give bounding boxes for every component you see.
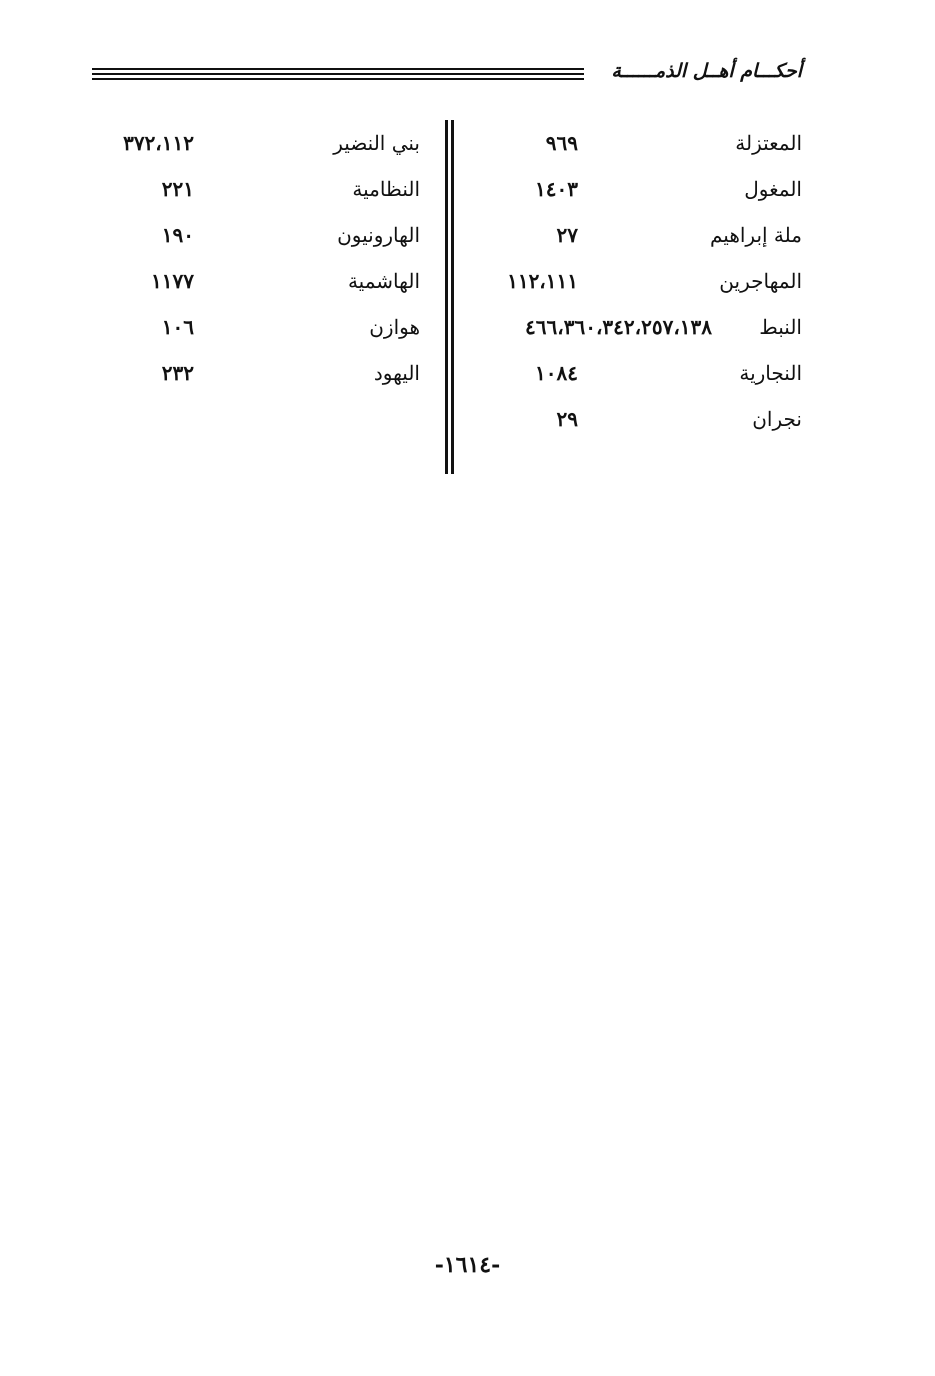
index-column-right	[470, 120, 802, 442]
index-term: ملة إبراهيم	[709, 223, 802, 247]
index-entry	[470, 396, 802, 442]
index-term: المعتزلة	[735, 131, 802, 155]
index-entry	[88, 258, 420, 304]
index-term: النجارية	[739, 361, 802, 385]
index-pages: ٩٦٩	[545, 131, 578, 155]
index-entry	[88, 212, 420, 258]
index-term: نجران	[752, 407, 802, 431]
index-pages: ١٤٠٣	[535, 177, 578, 201]
index-term: بني النضير	[333, 131, 420, 155]
index-pages: ١٠٨٤	[535, 361, 578, 385]
index-pages: ٢٩	[556, 407, 578, 431]
index-entry	[470, 258, 802, 304]
index-pages: ٣٧٢،١١٢	[123, 131, 194, 155]
index-entry	[470, 304, 802, 350]
index-pages: ١١٢،١١١	[507, 269, 578, 293]
column-divider	[445, 120, 454, 474]
header-title: أحكـــام أهــل الذمــــــة	[611, 60, 802, 82]
index-entry	[470, 166, 802, 212]
index-pages: ١١٧٧	[151, 269, 194, 293]
index-term: اليهود	[373, 361, 420, 385]
index-entry	[470, 120, 802, 166]
index-term: الهاشمية	[347, 269, 420, 293]
index-entry	[470, 350, 802, 396]
header-rule	[92, 68, 584, 70]
header-rule	[92, 78, 584, 80]
index-term: المهاجرين	[719, 269, 802, 293]
index-pages: ٢٧	[556, 223, 578, 247]
header-rule	[92, 73, 584, 75]
index-pages: ٢٢١	[161, 177, 194, 201]
index-entry	[470, 212, 802, 258]
index-entry	[88, 120, 420, 166]
index-pages: ١٠٦	[161, 315, 194, 339]
page-number: -١٦١٤-	[434, 1252, 501, 1278]
index-term: النبط	[759, 315, 802, 339]
running-header	[92, 56, 802, 88]
index-entry	[88, 166, 420, 212]
index-term: هوازن	[369, 315, 420, 339]
index-pages: ٤٦٦،٣٦٠،٣٤٢،٢٥٧،١٣٨	[525, 315, 712, 339]
index-pages: ٢٣٢	[161, 361, 194, 385]
index-entry	[88, 350, 420, 396]
index-term: النظامية	[352, 177, 420, 201]
index-pages: ١٩٠	[161, 223, 194, 247]
index-column-left	[88, 120, 420, 396]
index-entry	[88, 304, 420, 350]
index-term: المغول	[744, 177, 802, 201]
index-term: الهارونيون	[337, 223, 420, 247]
